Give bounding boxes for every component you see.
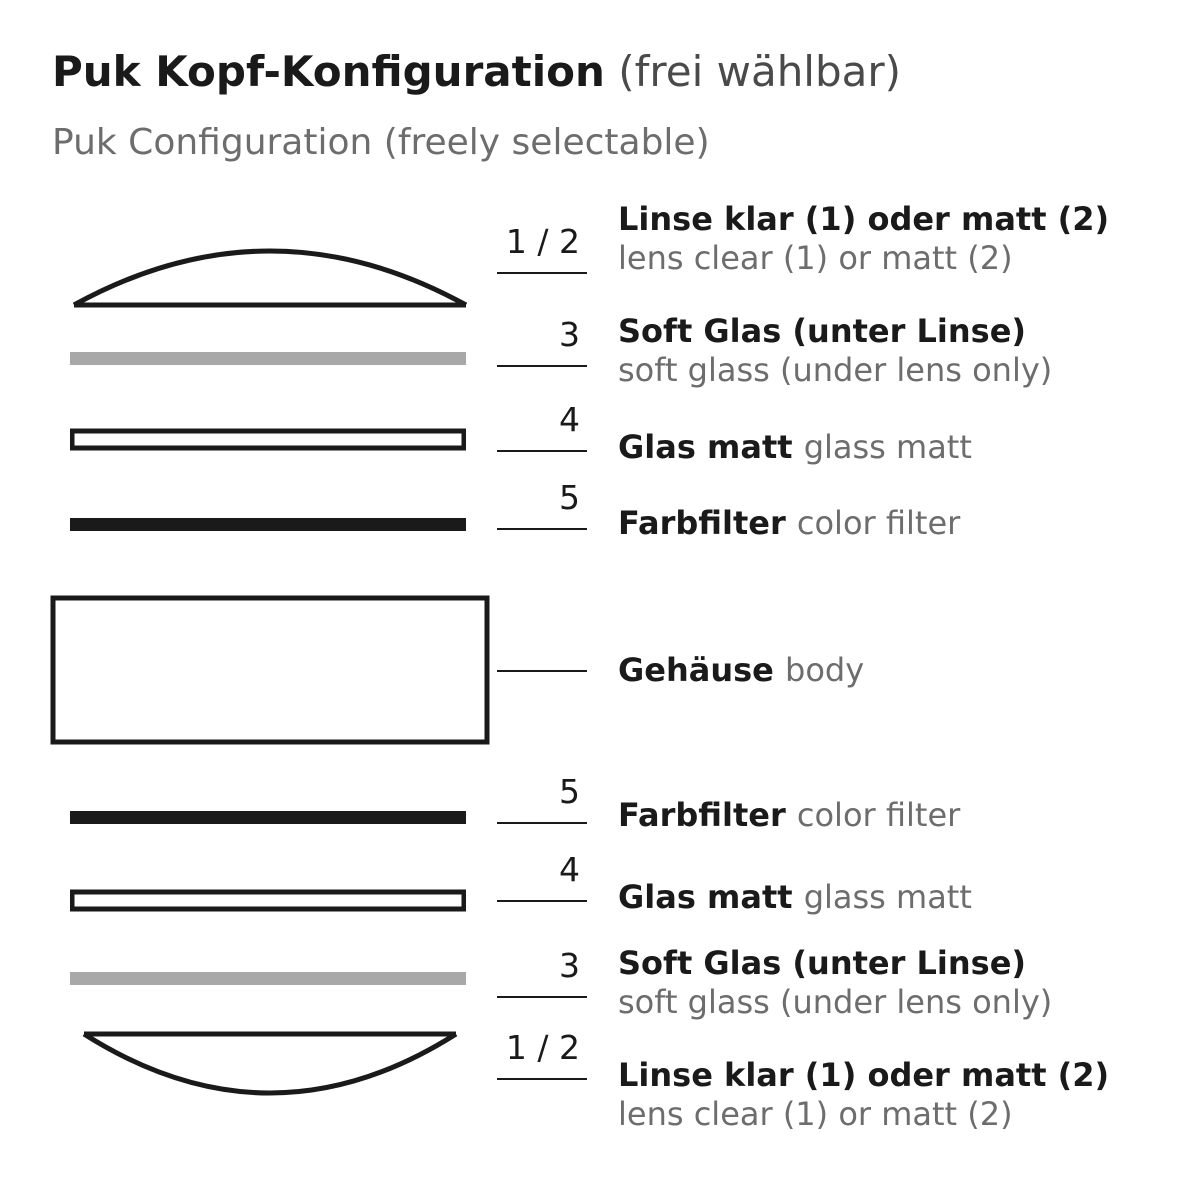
- label-row-7-de: Glas matt: [618, 878, 804, 916]
- label-row-4-de: Farbfilter: [618, 504, 797, 542]
- label-row-2-de: Soft Glas (unter Linse): [618, 312, 1027, 350]
- label-row-7: [618, 878, 972, 917]
- label-row-6-de: Farbfilter: [618, 796, 797, 834]
- callout-number-3-top: 3: [559, 315, 580, 354]
- leader-line-3-top: [497, 365, 587, 367]
- page-subtitle-en: Puk Configuration (freely selectable): [52, 122, 710, 163]
- label-row-4-en: color filter: [796, 504, 961, 542]
- shape-glass-matt-bottom: [70, 889, 466, 913]
- page-title-de: Puk Kopf-Konfiguration: [52, 47, 605, 96]
- label-row-7-en: glass matt: [803, 878, 972, 916]
- leader-line-5-top: [497, 528, 587, 530]
- label-row-6: [618, 796, 960, 835]
- leader-line-1-bottom: [497, 1078, 587, 1080]
- label-row-3-en: glass matt: [803, 428, 972, 466]
- label-row-9: [618, 1056, 1109, 1134]
- label-row-3: [618, 428, 972, 467]
- callout-number-1-bottom: 1 / 2: [505, 1028, 580, 1067]
- leader-line-3-bottom: [497, 996, 587, 998]
- shape-glass-matt-top: [70, 428, 466, 452]
- callout-number-5-bottom: 5: [559, 772, 580, 811]
- label-row-1-en: lens clear (1) or matt (2): [618, 239, 1013, 278]
- label-row-5-en: body: [785, 651, 865, 689]
- leader-line-5-bottom: [497, 822, 587, 824]
- label-row-6-en: color filter: [796, 796, 961, 834]
- label-row-4: [618, 504, 960, 543]
- label-row-9-en: lens clear (1) or matt (2): [618, 1095, 1013, 1134]
- label-row-5-de: Gehäuse: [618, 651, 786, 689]
- leader-line-body: [497, 670, 587, 672]
- label-row-8-en: soft glass (under lens only): [618, 983, 1053, 1022]
- label-row-2-en: soft glass (under lens only): [618, 351, 1053, 390]
- label-row-3-de: Glas matt: [618, 428, 804, 466]
- label-row-1-de: Linse klar (1) oder matt (2): [618, 200, 1110, 238]
- label-row-5: [618, 651, 864, 690]
- shape-soft-glass-bottom: [70, 970, 466, 988]
- leader-line-1: [497, 272, 587, 274]
- label-row-8-de: Soft Glas (unter Linse): [618, 944, 1027, 982]
- shape-color-filter-bottom: [70, 808, 466, 828]
- label-row-2: [618, 312, 1052, 390]
- callout-number-1: 1 / 2: [505, 222, 580, 261]
- label-row-1: [618, 200, 1109, 278]
- callout-number-5-top: 5: [559, 478, 580, 517]
- page-title-de-suffix: (frei wählbar): [604, 47, 902, 96]
- shape-lens-convex-up: [70, 205, 470, 310]
- leader-line-4-top: [497, 450, 587, 452]
- shape-soft-glass-top: [70, 350, 466, 368]
- page-title: [52, 48, 901, 95]
- label-row-8: [618, 944, 1052, 1022]
- callout-number-4-top: 4: [559, 400, 580, 439]
- shape-body-rect: [50, 595, 490, 745]
- leader-line-4-bottom: [497, 900, 587, 902]
- callout-number-3-bottom: 3: [559, 946, 580, 985]
- shape-color-filter-top: [70, 515, 466, 535]
- label-row-9-de: Linse klar (1) oder matt (2): [618, 1056, 1110, 1094]
- callout-number-4-bottom: 4: [559, 850, 580, 889]
- shape-lens-convex-down: [70, 1030, 470, 1140]
